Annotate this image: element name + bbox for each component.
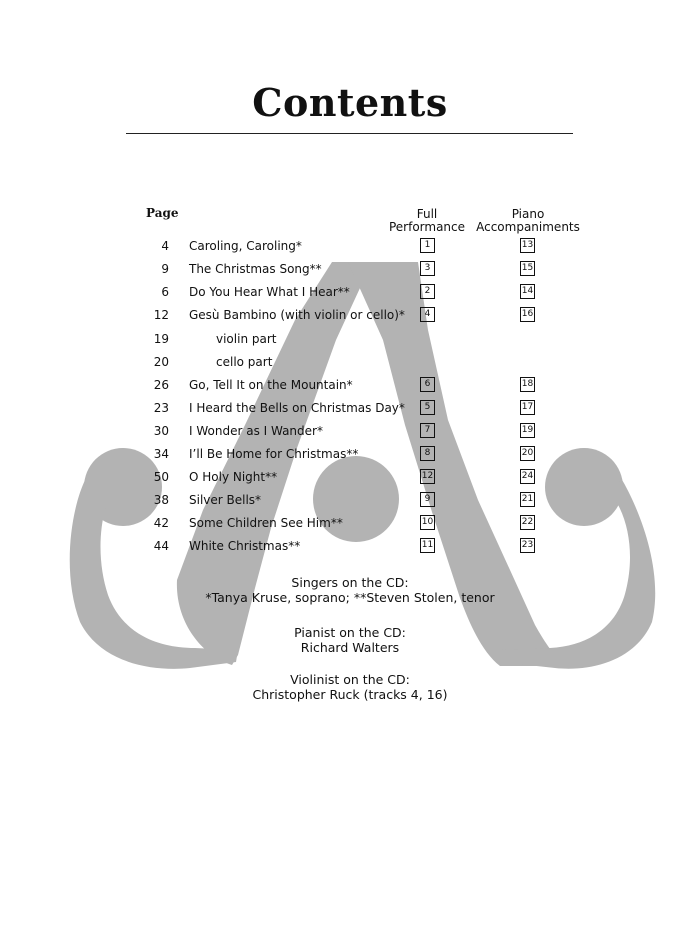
full-performance-track: 10 [420, 515, 435, 530]
piano-accompaniment-track: 15 [520, 261, 535, 276]
page-number: 42 [153, 516, 169, 530]
contents-row [0, 306, 700, 326]
piano-accompaniment-track: 22 [520, 515, 535, 530]
piano-accompaniments-header-line-1: Piano [511, 207, 545, 221]
song-title: I’ll Be Home for Christmas** [189, 447, 359, 461]
part-title: cello part [216, 355, 273, 369]
violinist-name: Christopher Ruck (tracks 4, 16) [252, 687, 448, 702]
contents-row [0, 399, 700, 419]
contents-row [0, 445, 700, 465]
pianist-name: Richard Walters [300, 640, 400, 655]
full-performance-track: 8 [420, 446, 435, 461]
contents-row [0, 283, 700, 303]
song-title: The Christmas Song** [189, 262, 322, 276]
song-title: Do You Hear What I Hear** [189, 285, 350, 299]
violinist-credit [0, 672, 700, 702]
page-number: 6 [161, 285, 169, 299]
song-title: I Heard the Bells on Christmas Day* [189, 401, 405, 415]
song-title: I Wonder as I Wander* [189, 424, 323, 438]
page-number: 20 [153, 355, 169, 369]
part-title: violin part [216, 332, 277, 346]
song-title: O Holy Night** [189, 470, 278, 484]
contents-row [0, 537, 700, 557]
singers-credit [0, 575, 700, 605]
full-performance-track: 9 [420, 492, 435, 507]
full-performance-track: 3 [420, 261, 435, 276]
full-performance-track: 2 [420, 284, 435, 299]
page-number: 23 [153, 401, 169, 415]
song-title: Caroling, Caroling* [189, 239, 302, 253]
violinist-heading: Violinist on the CD: [290, 672, 410, 687]
contents-row [0, 376, 700, 396]
page-number: 19 [153, 332, 169, 346]
contents-row [0, 260, 700, 280]
page-number: 4 [161, 239, 169, 253]
contents-row [0, 422, 700, 442]
piano-accompaniment-track: 23 [520, 538, 535, 553]
page-number: 12 [153, 308, 169, 322]
page-number: 50 [153, 470, 169, 484]
piano-accompaniments-column-header [474, 208, 582, 234]
contents-row [0, 237, 700, 257]
piano-accompaniment-track: 20 [520, 446, 535, 461]
contents-row [0, 514, 700, 534]
pianist-credit [0, 625, 700, 655]
song-title: Gesù Bambino (with violin or cello)* [189, 308, 405, 322]
page-number: 38 [153, 493, 169, 507]
piano-accompaniment-track: 21 [520, 492, 535, 507]
contents-row [0, 491, 700, 511]
piano-accompaniment-track: 16 [520, 307, 535, 322]
singers-heading: Singers on the CD: [291, 575, 409, 590]
song-title: Some Children See Him** [189, 516, 343, 530]
page-column-header: Page [146, 206, 179, 220]
piano-accompaniment-track: 14 [520, 284, 535, 299]
song-title: White Christmas** [189, 539, 301, 553]
full-performance-column-header [380, 208, 474, 234]
full-performance-track: 11 [420, 538, 435, 553]
full-performance-track: 7 [420, 423, 435, 438]
piano-accompaniment-track: 19 [520, 423, 535, 438]
full-performance-track: 4 [420, 307, 435, 322]
singers-names: *Tanya Kruse, soprano; **Steven Stolen, tenor [205, 590, 495, 605]
piano-accompaniment-track: 17 [520, 400, 535, 415]
full-performance-track: 5 [420, 400, 435, 415]
pianist-heading: Pianist on the CD: [294, 625, 406, 640]
full-performance-track: 12 [420, 469, 435, 484]
contents-row [0, 353, 700, 373]
full-performance-track: 6 [420, 377, 435, 392]
piano-accompaniment-track: 24 [520, 469, 535, 484]
contents-row [0, 468, 700, 488]
page-number: 34 [153, 447, 169, 461]
page-number: 9 [161, 262, 169, 276]
title-rule [126, 133, 573, 134]
piano-accompaniments-header-line-2: Accompaniments [476, 220, 580, 234]
full-performance-header-line-1: Full [416, 207, 438, 221]
page-number: 44 [153, 539, 169, 553]
contents-row [0, 330, 700, 350]
page-number: 30 [153, 424, 169, 438]
piano-accompaniment-track: 13 [520, 238, 535, 253]
piano-accompaniment-track: 18 [520, 377, 535, 392]
full-performance-header-line-2: Performance [388, 220, 466, 234]
page-number: 26 [153, 378, 169, 392]
full-performance-track: 1 [420, 238, 435, 253]
song-title: Silver Bells* [189, 493, 262, 507]
page-title: Contents [252, 80, 448, 125]
song-title: Go, Tell It on the Mountain* [189, 378, 353, 392]
